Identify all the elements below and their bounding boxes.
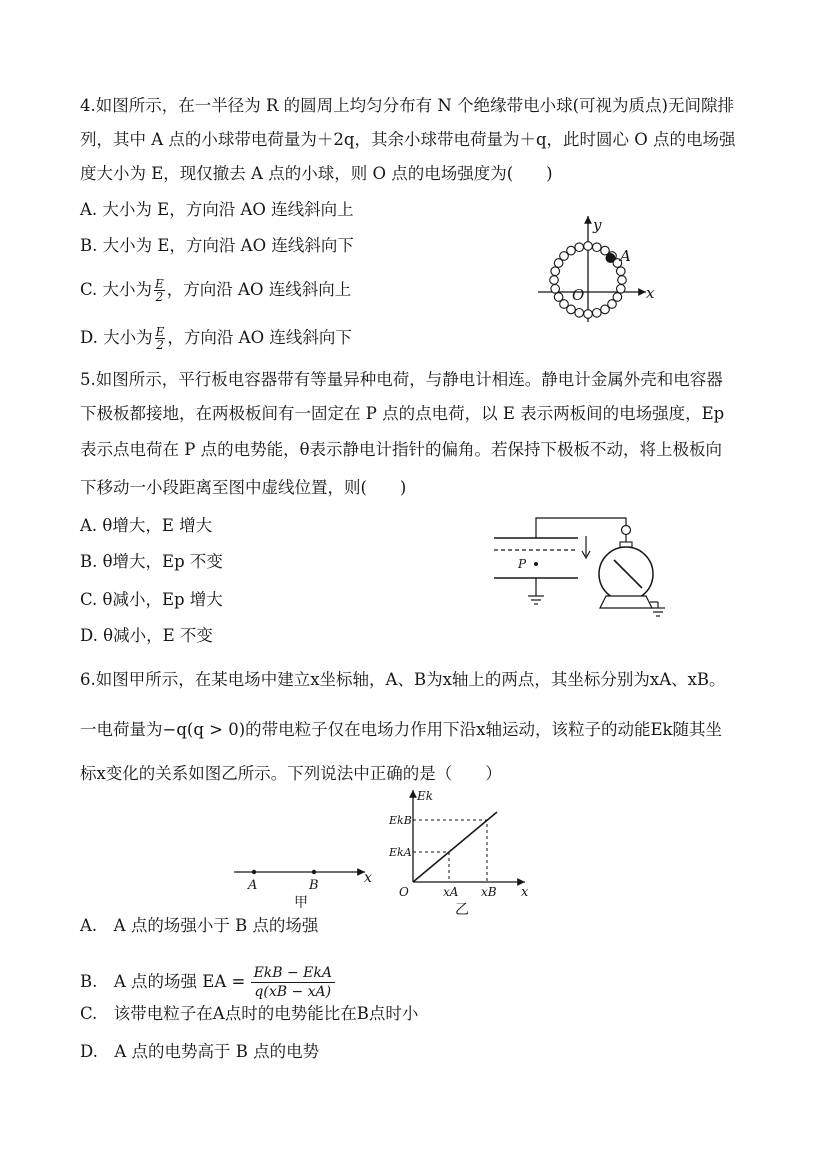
q5-option-a: A. θ增大，E 增大 — [80, 516, 213, 535]
q6-jia-label-a: A — [248, 878, 258, 893]
q4-ball — [618, 276, 627, 285]
q6-option-b-formula — [251, 964, 335, 1001]
q6-jia-label-x: x — [364, 870, 372, 886]
q5-stem-line4: 下移动一小段距离至图中虚线位置，则( ) — [80, 478, 407, 497]
q4-ball — [575, 243, 584, 252]
q6-option-d: D. A 点的电势高于 B 点的电势 — [80, 1042, 320, 1061]
q6-figure-jia — [230, 862, 380, 912]
q4-label-y: y — [593, 216, 602, 234]
q5-electrometer — [599, 526, 665, 617]
q4-ball — [601, 305, 610, 314]
q6-option-b — [80, 960, 335, 1004]
q4-ball — [617, 285, 626, 294]
q5-option-b: B. θ增大，Ep 不变 — [80, 552, 223, 571]
q5-label-p: P — [518, 557, 527, 571]
q6-option-c: C. 该带电粒子在A点时的电势能比在B点时小 — [80, 1004, 419, 1023]
q4-stem-line3: 度大小为 E，现仅撤去 A 点的小球，则 O 点的电场强度为( ) — [80, 164, 553, 183]
fraction-denominator: 2 — [155, 290, 164, 304]
q6-yi-caption: 乙 — [455, 902, 469, 918]
q6-yi-label-o: O — [399, 885, 409, 899]
q4-label-o: O — [572, 286, 585, 304]
q6-stem-line3: 标x变化的关系如图乙所示。下列说法中正确的是（ ） — [80, 764, 502, 783]
q4-ring-figure — [530, 210, 670, 330]
q5-point-p — [534, 562, 538, 566]
q4-ball-a — [606, 253, 616, 263]
q5-stem-line3: 表示点电荷在 P 点的电势能，θ表示静电计指针的偏角。若保持下极板不动，将上极板向 — [80, 440, 723, 459]
q4-label-a: A — [620, 247, 631, 265]
q4-option-d-suffix: ，方向沿 AO 连线斜向下 — [167, 328, 352, 347]
q6-yi-label-ek: Ek — [417, 789, 434, 803]
q4-option-d-prefix: D. 大小为 — [80, 328, 153, 347]
q4-option-c-fraction — [154, 278, 165, 303]
q4-option-b: B. 大小为 E，方向沿 AO 连线斜向下 — [80, 236, 354, 255]
q4-stem-line1: 4.如图所示，在一半径为 R 的圆周上均匀分布有 N 个绝缘带电小球(可视为质点)无间隙排 — [80, 96, 734, 115]
q6-jia-point-a — [252, 870, 256, 874]
q6-stem-line2: 一电荷量为−q(q > 0)的带电粒子仅在电场力作用下沿x轴运动，该粒子的动能Ek随其坐 — [80, 720, 722, 739]
q5-option-c: C. θ减小，Ep 增大 — [80, 590, 223, 609]
q4-ball — [554, 293, 563, 302]
q4-ball — [550, 276, 559, 285]
q5-option-d: D. θ减小，E 不变 — [80, 626, 213, 645]
q4-label-x: x — [646, 284, 655, 302]
q4-ball — [551, 285, 560, 294]
fraction-denominator: 2 — [156, 338, 164, 352]
q6-option-a: A. A 点的场强小于 B 点的场强 — [80, 916, 319, 935]
q5-capacitor-figure — [490, 512, 690, 624]
q4-ball — [593, 243, 602, 252]
formula-numerator: EkB − EkA — [251, 964, 335, 983]
q6-jia-label-b: B — [309, 878, 319, 893]
q5-connecting-wire — [536, 518, 626, 538]
q5-stem-line1: 5.如图所示，平行板电容器带有等量异种电荷，与静电计相连。静电计金属外壳和电容器 — [80, 370, 723, 389]
q4-option-d — [80, 326, 352, 351]
q4-ball — [575, 309, 584, 318]
q4-option-c-suffix: ，方向沿 AO 连线斜向上 — [166, 280, 352, 299]
q6-stem-line1: 6.如图甲所示，在某电场中建立x坐标轴，A、B为x轴上的两点，其坐标分别为xA、xB。 — [80, 670, 726, 689]
q5-plate-ground-symbol — [528, 596, 544, 604]
q6-yi-label-eka: EkA — [389, 846, 412, 859]
q6-yi-label-xb: xB — [481, 885, 497, 899]
q4-option-a: A. 大小为 E，方向沿 AO 连线斜向上 — [80, 200, 354, 219]
q6-figure-yi — [385, 784, 545, 918]
q4-ball — [584, 242, 593, 251]
fraction-numerator: E — [155, 277, 164, 291]
q4-ball — [567, 246, 576, 255]
q4-ball — [617, 267, 626, 276]
q4-option-c — [80, 278, 351, 303]
q6-jia-caption: 甲 — [294, 895, 308, 911]
q6-yi-label-xa: xA — [443, 885, 459, 899]
q6-jia-point-b — [312, 870, 316, 874]
q4-stem-line2: 列，其中 A 点的小球带电荷量为＋2q，其余小球带电荷量为＋q，此时圆心 O 点的电场强 — [80, 130, 736, 149]
q4-ball — [584, 310, 593, 319]
q4-option-c-prefix: C. 大小为 — [80, 280, 153, 299]
q4-ball — [593, 309, 602, 318]
q5-stem-line2: 下极板都接地，在两极板间有一固定在 P 点的点电荷，以 E 表示两板间的电场强度，Ep — [80, 404, 725, 423]
q4-ball — [551, 267, 560, 276]
q4-option-d-fraction — [155, 326, 166, 351]
q6-option-b-prefix: B. A 点的场强 EA = — [80, 972, 246, 991]
q6-yi-ek-line — [413, 812, 497, 882]
formula-denominator: q(xB − xA) — [254, 984, 332, 1000]
q6-yi-label-x: x — [521, 885, 529, 900]
fraction-numerator: E — [155, 325, 165, 339]
q6-yi-label-ekb: EkB — [389, 814, 412, 827]
